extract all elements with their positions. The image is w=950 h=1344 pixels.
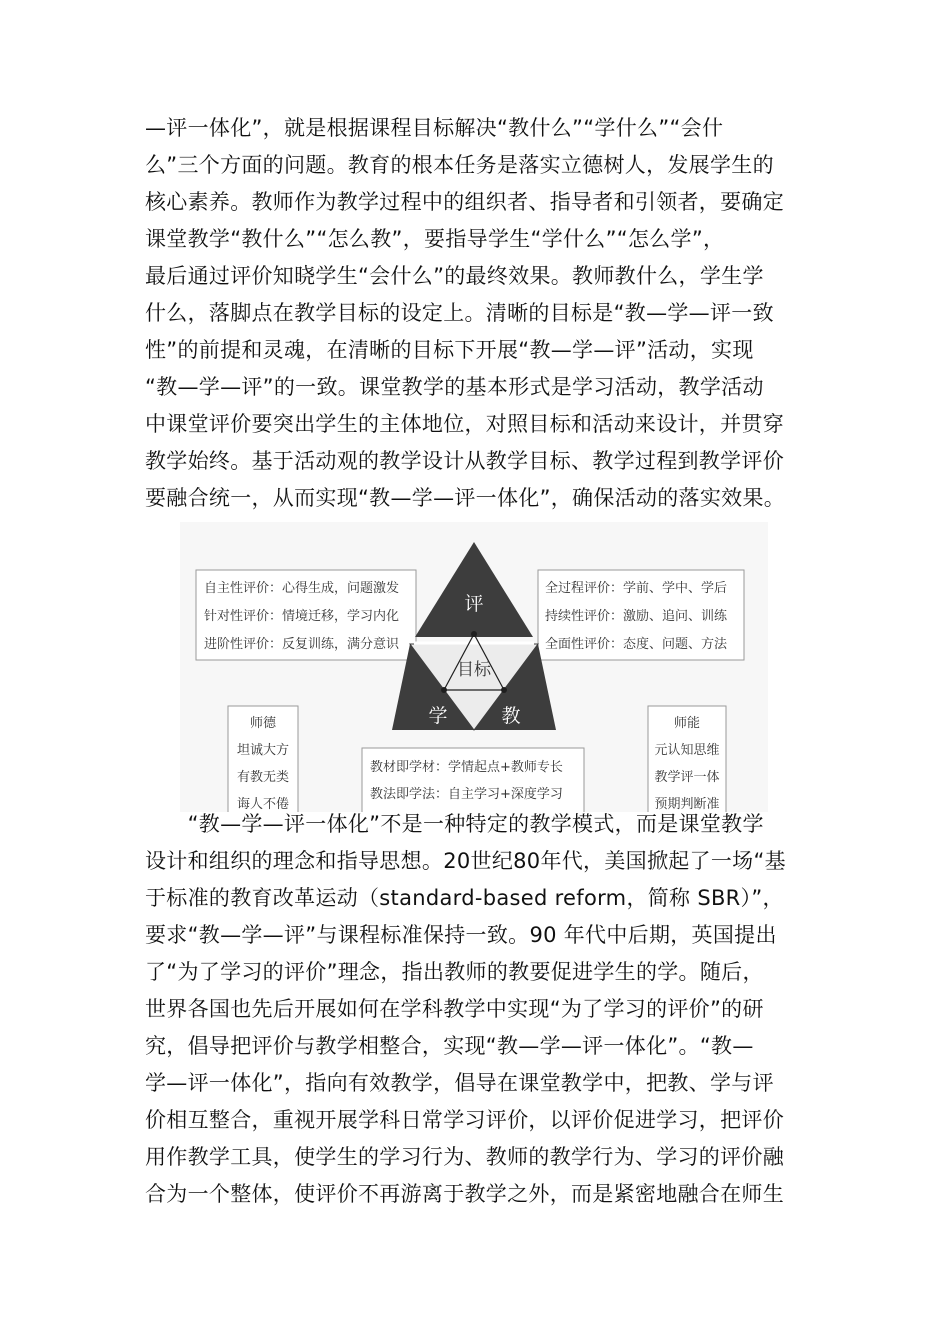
paragraph-line: “教—学—评”的一致。课堂教学的基本形式是学习活动，教学活动 <box>145 375 764 399</box>
paragraph-line: 设计和组织的理念和指导思想。20世纪80年代，美国掀起了一场“基 <box>145 849 786 873</box>
ethics-box-line: 诲人不倦 <box>236 797 290 812</box>
ethics-box-line: 有教无类 <box>236 770 290 785</box>
paragraph-line: 世界各国也先后开展如何在学科教学中实现“为了学习的评价”的研 <box>145 997 764 1021</box>
right-box-line: 全面性评价：态度、问题、方法 <box>545 637 728 652</box>
paragraph-line: 了“为了学习的评价”理念，指出教师的教要促进学生的学。随后， <box>145 960 764 984</box>
triangle-label-evaluate: 评 <box>464 593 484 615</box>
triangle-label-teach: 教 <box>501 705 521 727</box>
paragraph-line: 合为一个整体，使评价不再游离于教学之外，而是紧密地融合在师生 <box>145 1182 784 1206</box>
paragraph-line: 价相互整合，重视开展学科日常学习评价，以评价促进学习，把评价 <box>145 1108 784 1132</box>
left-box-line: 进阶性评价：反复训练，满分意识 <box>204 637 400 652</box>
paragraph-line: 么”三个方面的问题。教育的根本任务是落实立德树人，发展学生的 <box>145 153 774 177</box>
ethics-box-line: 师德 <box>249 716 277 731</box>
paragraph-line: 学—评一体化”，指向有效教学，倡导在课堂教学中，把教、学与评 <box>145 1071 774 1095</box>
paragraph-line: 课堂教学“教什么”“怎么教”，要指导学生“学什么”“怎么学”， <box>145 227 725 251</box>
left-box-line: 针对性评价：情境迁移，学习内化 <box>204 609 400 624</box>
right-box-line: 全过程评价：学前、学中、学后 <box>545 581 728 596</box>
ability-box-line: 师能 <box>673 716 701 731</box>
paragraph-line: 核心素养。教师作为教学过程中的组织者、指导者和引领者，要确定 <box>145 190 784 214</box>
paragraph-line: 教学始终。基于活动观的教学设计从教学目标、教学过程到教学评价 <box>145 449 784 473</box>
paragraph-line: 用作教学工具，使学生的学习行为、教师的教学行为、学习的评价融 <box>145 1145 784 1169</box>
paragraph-line: —评一体化”，就是根据课程目标解决“教什么”“学什么”“会什 <box>145 116 724 140</box>
paragraph-line: 中课堂评价要突出学生的主体地位，对照目标和活动来设计，并贯穿 <box>145 412 784 436</box>
right-box-line: 持续性评价：激励、追问、训练 <box>545 609 728 624</box>
paragraph-2 <box>145 806 815 1213</box>
material-box-line: 教材即学材：学情起点+教师专长 <box>370 760 563 775</box>
paragraph-line: 要融合统一，从而实现“教—学—评一体化”，确保活动的落实效果。 <box>145 486 786 510</box>
paragraph-line: 究，倡导把评价与教学相整合，实现“教—学—评一体化”。“教— <box>145 1034 754 1058</box>
paragraph-line: “教—学—评一体化”不是一种特定的教学模式，而是课堂教学 <box>145 812 764 836</box>
material-box-line: 教法即学法：自主学习+深度学习 <box>370 787 563 802</box>
paragraph-line: 要求“教—学—评”与课程标准保持一致。90 年代中后期，英国提出 <box>145 923 777 947</box>
paragraph-1 <box>145 110 815 517</box>
ability-box-line: 预期判断准 <box>654 797 720 812</box>
paragraph-line: 性”的前提和灵魂，在清晰的目标下开展“教—学—评”活动，实现 <box>145 338 754 362</box>
paragraph-line: 什么，落脚点在教学目标的设定上。清晰的目标是“教—学—评一致 <box>145 301 774 325</box>
teaching-evaluation-diagram <box>180 522 768 812</box>
ability-box-line: 元认知思维 <box>654 743 720 758</box>
triangle-label-goal: 目标 <box>457 660 491 680</box>
paragraph-line: 最后通过评价知晓学生“会什么”的最终效果。教师教什么，学生学 <box>145 264 764 288</box>
ethics-box-line: 坦诚大方 <box>236 743 290 758</box>
ability-box-line: 教学评一体 <box>654 770 720 785</box>
triangle-label-learn: 学 <box>428 705 448 727</box>
paragraph-line: 于标准的教育改革运动（standard-based reform，简称 SBR）”， <box>145 886 784 910</box>
left-box-line: 自主性评价：心得生成，问题激发 <box>204 581 400 596</box>
